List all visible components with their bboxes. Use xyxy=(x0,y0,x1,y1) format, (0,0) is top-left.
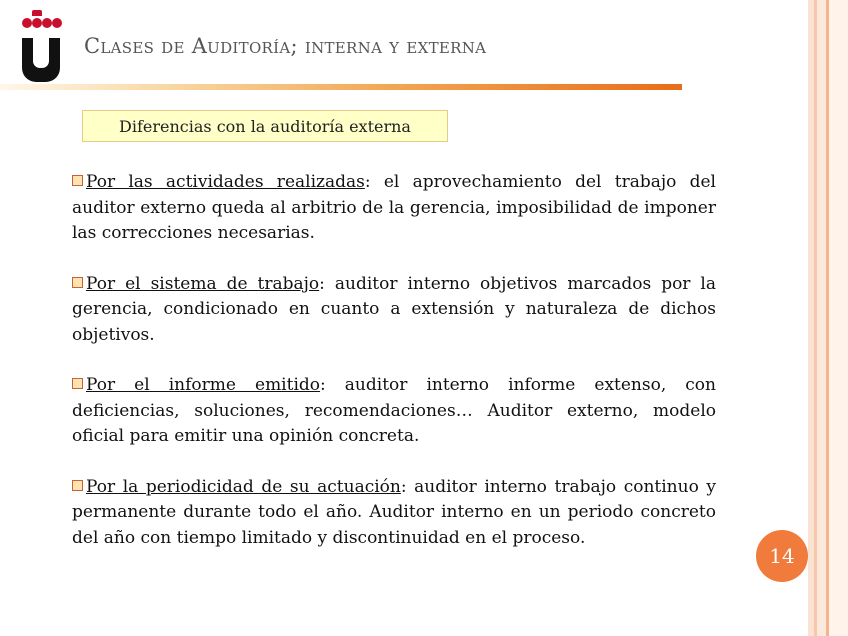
list-item xyxy=(72,373,716,450)
item-lead: Por el informe emitido xyxy=(86,375,321,395)
decorative-stripe xyxy=(829,0,848,636)
checkbox-bullet-icon xyxy=(72,277,83,288)
logo-dot xyxy=(42,18,52,28)
slide-body xyxy=(72,170,716,576)
item-text: : auditor interno trabajo continuo y permanente durante todo el año. Auditor interno en un periodo concreto del año con tiempo limitado y discontinuidad en el proceso. xyxy=(72,476,716,548)
item-text: : el aprovechamiento del trabajo del auditor externo queda al arbitrio de la gerencia, imposibilidad de imponer las correcciones necesarias. xyxy=(72,172,716,243)
title-underline-rule xyxy=(0,84,682,90)
page-number-badge xyxy=(756,530,808,582)
decorative-stripe xyxy=(817,0,826,636)
logo-crown xyxy=(32,10,42,16)
item-text: : auditor interno informe extenso, con deficiencias, soluciones, recomendaciones… Auditor externo, modelo oficial para emitir una opinión concreta. xyxy=(72,375,716,446)
item-lead: Por las actividades realizadas xyxy=(86,172,365,192)
list-item xyxy=(72,475,716,552)
subtitle-box xyxy=(82,110,448,142)
subtitle-text: Diferencias con la auditoría externa xyxy=(119,116,411,136)
list-item xyxy=(72,170,716,247)
logo-u-inner xyxy=(33,38,49,68)
page-number: 14 xyxy=(769,544,795,568)
item-lead: Por el sistema de trabajo xyxy=(86,273,320,294)
checkbox-bullet-icon xyxy=(72,175,83,186)
slide-title: Clases de Auditoría; interna y externa xyxy=(84,34,487,58)
logo-dot xyxy=(52,18,62,28)
item-text: : auditor interno objetivos marcados por la gerencia, condicionado en cuanto a extensión y naturaleza de dichos objetivos. xyxy=(72,273,716,345)
checkbox-bullet-icon xyxy=(72,480,83,491)
university-u-logo-icon xyxy=(18,8,66,82)
list-item xyxy=(72,272,716,349)
logo-dot xyxy=(22,18,32,28)
checkbox-bullet-icon xyxy=(72,378,83,389)
item-lead: Por la periodicidad de su actuación xyxy=(86,476,401,497)
logo-dot xyxy=(32,18,42,28)
